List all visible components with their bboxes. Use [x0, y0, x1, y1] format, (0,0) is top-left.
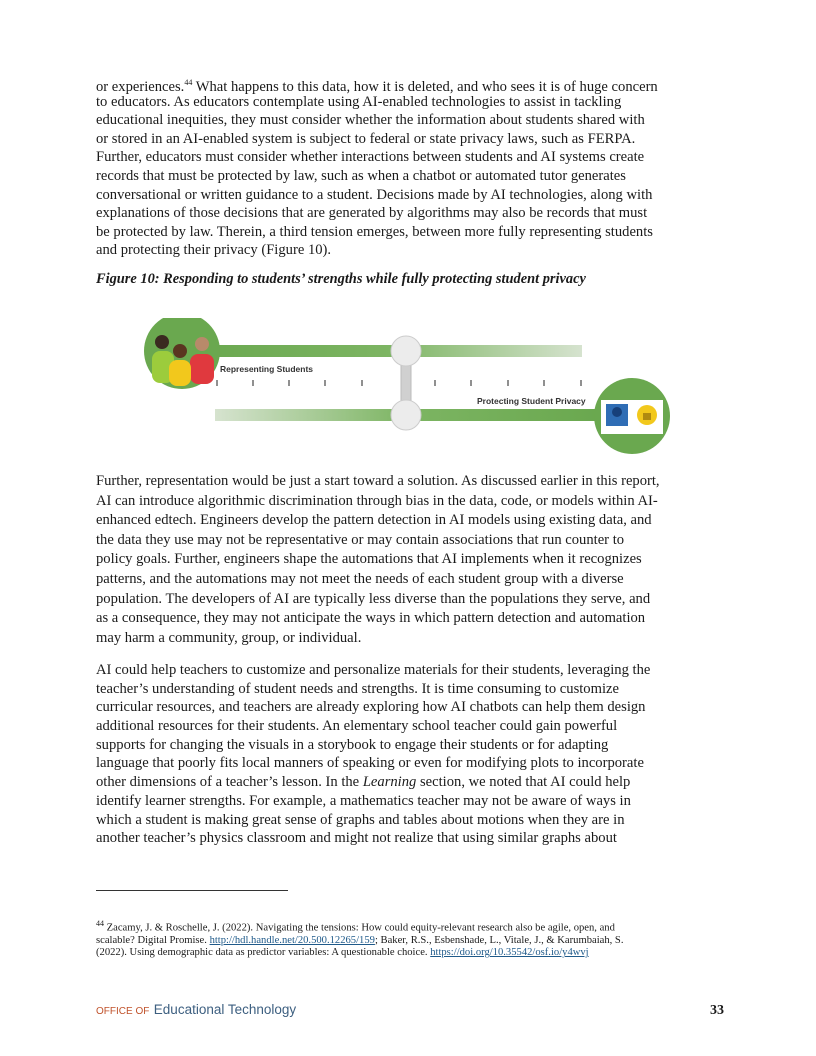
text-line: or stored in an AI-enabled system is subject to federal or state privacy laws, such as FERPA.	[96, 130, 636, 147]
text-line: to educators. As educators contemplate using AI-enabled technologies to assist in tackling	[96, 93, 622, 110]
text-line: identify learner strengths. For example, a mathematics teacher may not be aware of ways in	[96, 792, 631, 809]
text-line: conversational or written guidance to a student. Decisions made by AI technologies, along with	[96, 186, 653, 203]
slider-handle-bottom	[391, 400, 421, 430]
text-line: teacher’s understanding of student needs and strengths. It is time consuming to customize	[96, 680, 619, 697]
footnote-number: 44	[96, 919, 104, 928]
footnote-link-doi[interactable]: https://doi.org/10.35542/osf.io/y4wvj	[430, 947, 589, 959]
footer-name: Educational Technology	[153, 1002, 297, 1017]
text-line: Further, educators must consider whether interactions between students and AI systems create	[96, 149, 645, 166]
footnote-text: (2022). Using demographic data as predictor variables: A questionable choice.	[96, 947, 431, 959]
text-line: explanations of those decisions that are generated by algorithms may also be records that must	[96, 205, 648, 222]
text-line: AI could help teachers to customize and personalize materials for their students, leveraging the	[96, 662, 651, 678]
text-line: records that must be protected by law, such as when a chatbot or automated tutor generates	[96, 167, 626, 184]
footnote-text: ; Baker, R.S., Esbenshade, L., Vitale, J., & Karumbaiah, S.	[374, 934, 624, 946]
text-line: which a student is making great sense of graphs and tables about motions when they are in	[96, 811, 625, 828]
text-line: section, we noted that AI could help	[416, 774, 631, 791]
text-line: language that poorly fits local manners of speaking or even for modifying plots to incorporate	[96, 755, 644, 772]
slider-handle-top	[391, 336, 421, 366]
text-line: AI can introduce algorithmic discrimination through bias in the data, code, or models within AI-	[96, 492, 658, 509]
footnote-link-hdl[interactable]: http://hdl.handle.net/20.500.12265/159	[209, 934, 375, 946]
paragraph-representation	[96, 472, 736, 648]
text-line: Further, representation would be just a start toward a solution. As discussed earlier in this report,	[96, 473, 660, 489]
text-line: as a consequence, they may not anticipate the ways in which pattern detection and automation	[96, 610, 646, 627]
text-line: population. The developers of AI are typically less diverse than the populations they serve, and	[96, 590, 651, 607]
text-line: be protected by law. Therein, a third tension emerges, between more fully representing students	[96, 223, 653, 240]
text-line: the data they use may not be representative or may contain associations that run counter to	[96, 531, 625, 548]
footer-logo	[96, 1001, 296, 1019]
text-line: What happens to this data, how it is deleted, and who sees it is of huge concern	[192, 78, 658, 95]
footnote-divider	[96, 890, 288, 891]
text-line: and protecting their privacy (Figure 10).	[96, 242, 332, 259]
text-line: may harm a community, group, or individual.	[96, 629, 362, 646]
footnote	[96, 918, 736, 960]
text-line: or experiences.	[96, 78, 185, 95]
text-line: patterns, and the automations may not meet the needs of each student group with a diverse	[96, 570, 624, 587]
footer-office: OFFICE OF	[96, 1006, 150, 1017]
tick-marks	[217, 380, 581, 386]
paragraph-customize	[96, 661, 736, 848]
left-label: Representing Students	[220, 364, 314, 374]
text-line: another teacher’s physics classroom and might not realize that using similar graphs about	[96, 830, 617, 847]
text-line: other dimensions of a teacher’s lesson. In the	[96, 774, 363, 791]
italic-term: Learning	[362, 774, 417, 791]
figure-caption: Figure 10: Responding to students’ strengths while fully protecting student privacy	[96, 271, 586, 287]
text-line: educational inequities, they must consider whether the information about students shared with	[96, 112, 645, 129]
text-line: enhanced edtech. Engineers develop the pattern detection in AI models using existing data, and	[96, 512, 652, 529]
footnote-ref[interactable]: 44	[184, 78, 193, 87]
paragraph-privacy	[96, 74, 736, 260]
text-line: additional resources for their students. An elementary school teacher could gain powerful	[96, 718, 618, 735]
text-line: supports for changing the visuals in a storybook to engage their students or for adapting	[96, 736, 609, 753]
text-line: policy goals. Further, engineers shape the automations that AI implements when it recognizes	[96, 551, 642, 568]
footnote-text: Zacamy, J. & Roschelle, J. (2022). Navigating the tensions: How could equity-relevant research also be agile, open, and	[104, 922, 615, 934]
text-line: curricular resources, and teachers are already exploring how AI chatbots can help them design	[96, 699, 646, 716]
footnote-text: scalable? Digital Promise.	[96, 934, 210, 946]
right-label: Protecting Student Privacy	[477, 396, 586, 406]
figure-slider-diagram	[140, 318, 680, 458]
page-number: 33	[710, 1003, 724, 1018]
